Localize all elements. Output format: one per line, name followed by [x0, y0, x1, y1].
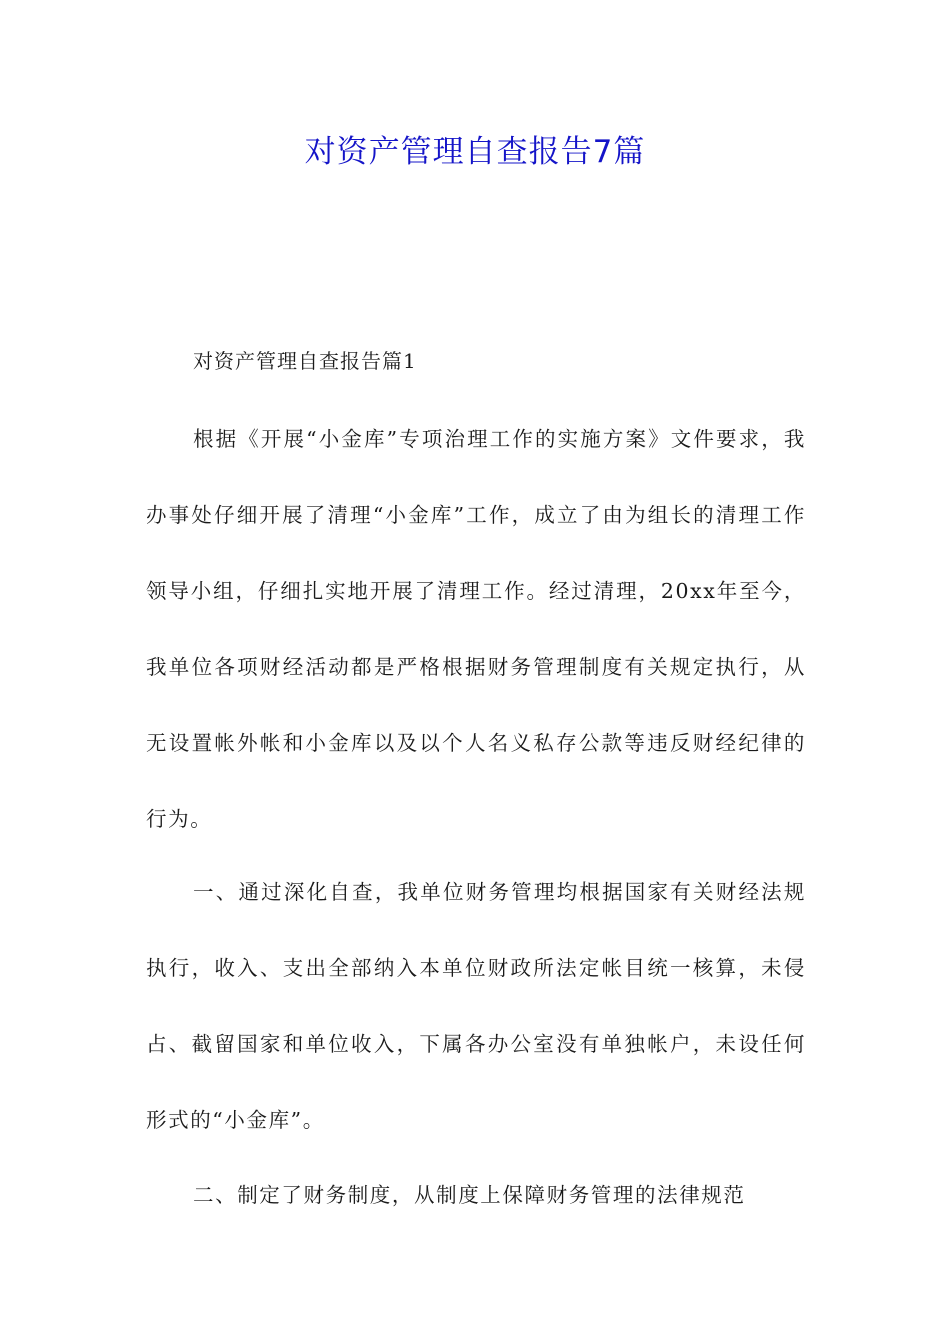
- section-heading: 对资产管理自查报告篇1: [193, 349, 417, 373]
- body-paragraph-3: 二、制定了财务制度，从制度上保障财务管理的法律规范: [193, 1183, 746, 1207]
- body-paragraph-1: 根据《开展“小金库”专项治理工作的实施方案》文件要求，我办事处仔细开展了清理“小金库”工作，成立了由为组长的清理工作领导小组，仔细扎实地开展了清理工作。经过清理，20xx年至今，我单位各项财经活动都是严格根据财务管理制度有关规定执行，从无设置帐外帐和小金库以及以个人名义私存公款等违反财经纪律的行为。: [146, 427, 806, 831]
- body-paragraph-2: 一、通过深化自查，我单位财务管理均根据国家有关财经法规执行，收入、支出全部纳入本单位财政所法定帐目统一核算，未侵占、截留国家和单位收入，下属各办公室没有单独帐户，未设任何形式的“小金库”。: [146, 880, 806, 1132]
- document-title: 对资产管理自查报告7篇: [304, 134, 646, 170]
